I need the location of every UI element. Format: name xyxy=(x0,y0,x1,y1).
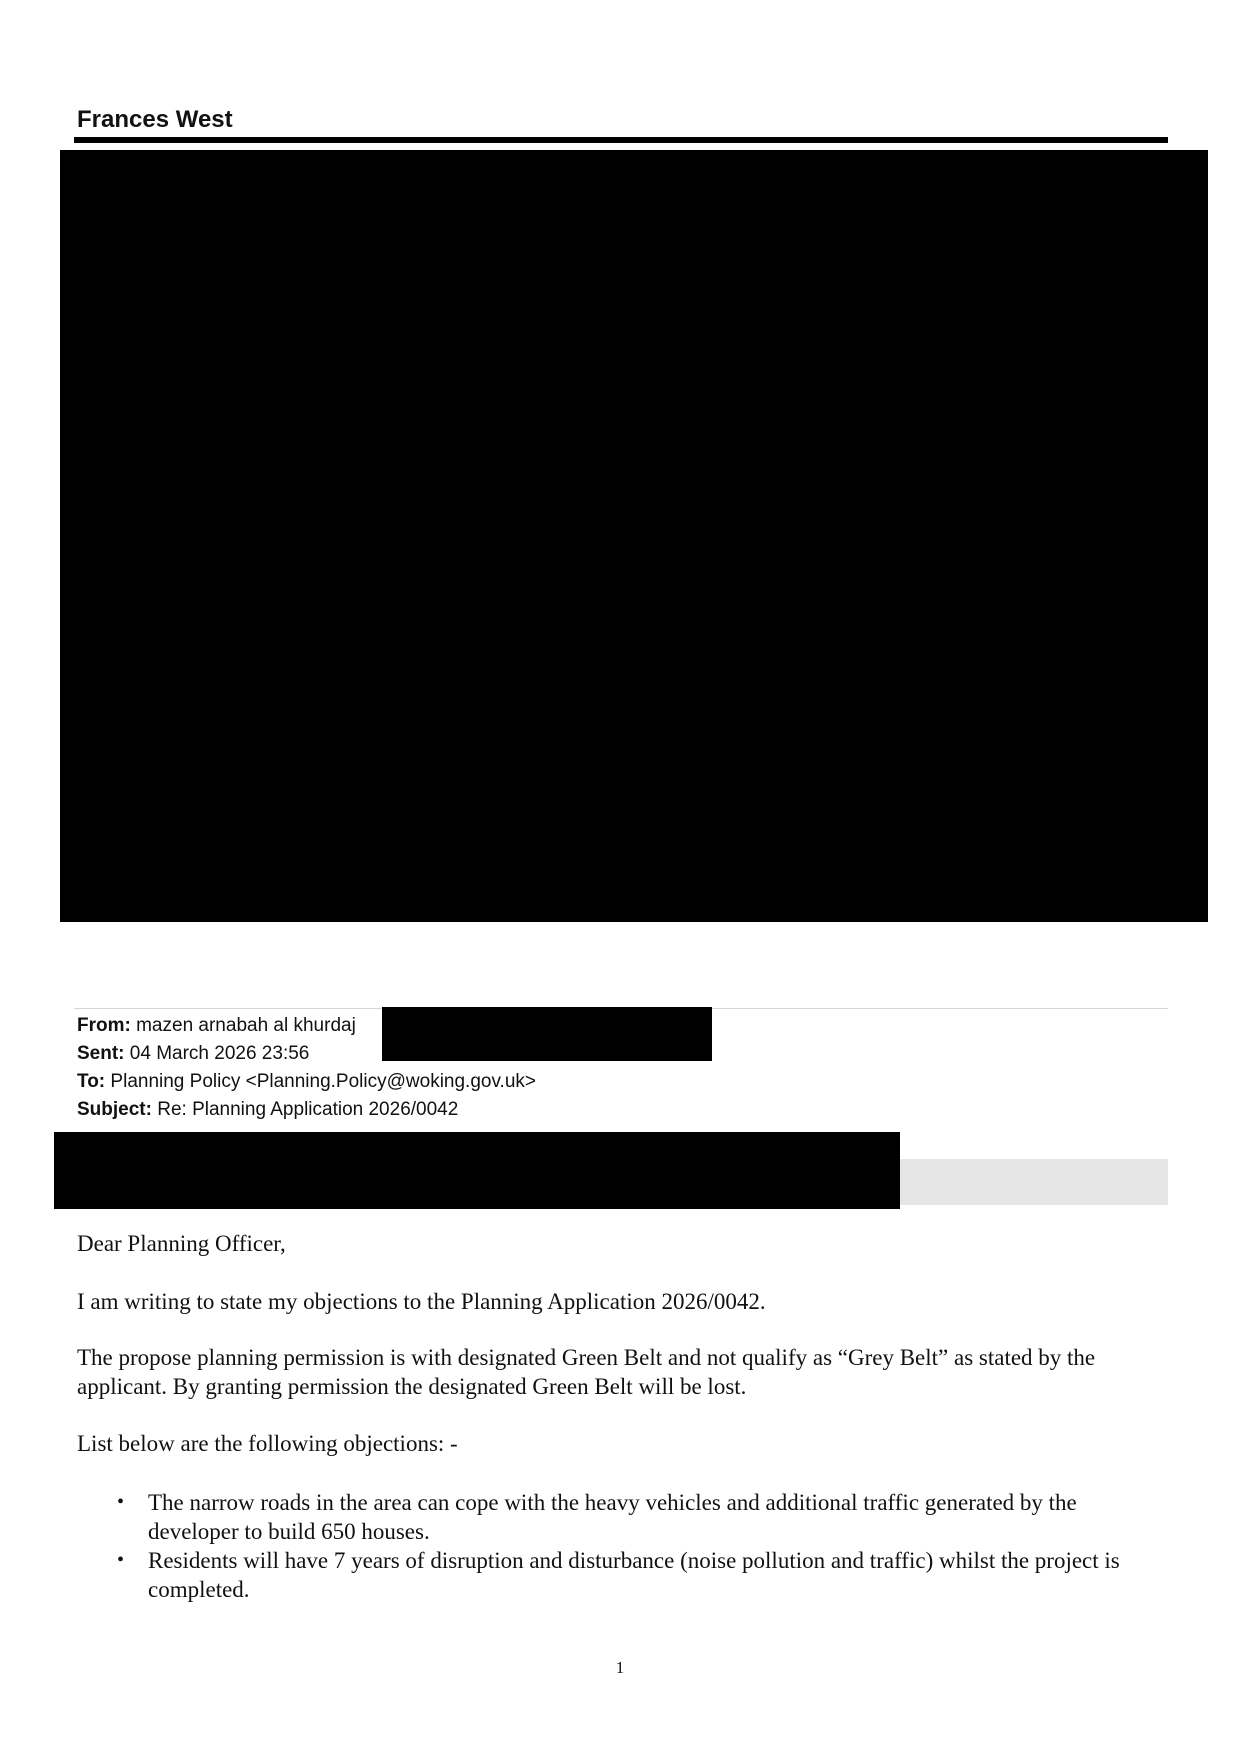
paragraph-green-belt: The propose planning permission is with designated Green Belt and not qualify as “Grey Belt” as stated by the applicant. By granting permission the designated Green Belt will be lost. xyxy=(77,1345,1096,1399)
sent-label: Sent: xyxy=(77,1043,125,1064)
from-value: mazen arnabah al khurdaj xyxy=(136,1015,356,1036)
bullet-marker: • xyxy=(117,1491,125,1513)
bullet-marker: • xyxy=(117,1549,125,1571)
email-from-line xyxy=(77,1012,356,1040)
subject-value: Re: Planning Application 2026/0042 xyxy=(157,1099,459,1120)
paragraph-list-intro: List below are the following objections: - xyxy=(77,1431,458,1456)
redaction-block-secondary xyxy=(54,1132,900,1209)
sent-value: 04 March 2026 23:56 xyxy=(129,1043,310,1064)
page-number: 1 xyxy=(615,1658,625,1677)
document-title: Frances West xyxy=(77,106,233,133)
paragraph-intro: I am writing to state my objections to the Planning Application 2026/0042. xyxy=(77,1289,766,1314)
email-subject-line xyxy=(77,1096,458,1124)
to-value: Planning Policy <Planning.Policy@woking.gov.uk> xyxy=(110,1071,536,1092)
salutation: Dear Planning Officer, xyxy=(77,1231,286,1256)
title-underline xyxy=(74,137,1168,143)
list-item: The narrow roads in the area can cope with the heavy vehicles and additional traffic generated by the developer to build 650 houses. xyxy=(148,1490,1077,1544)
redaction-block-from-address xyxy=(382,1007,712,1061)
email-sent-line xyxy=(77,1040,309,1068)
from-label: From: xyxy=(77,1015,131,1036)
subject-label: Subject: xyxy=(77,1099,152,1120)
to-label: To: xyxy=(77,1071,106,1092)
grey-band xyxy=(900,1159,1168,1205)
list-item: Residents will have 7 years of disruption and disturbance (noise pollution and traffic) whilst the project is completed. xyxy=(148,1548,1120,1602)
email-to-line xyxy=(77,1068,536,1096)
redaction-block-main xyxy=(60,150,1208,922)
